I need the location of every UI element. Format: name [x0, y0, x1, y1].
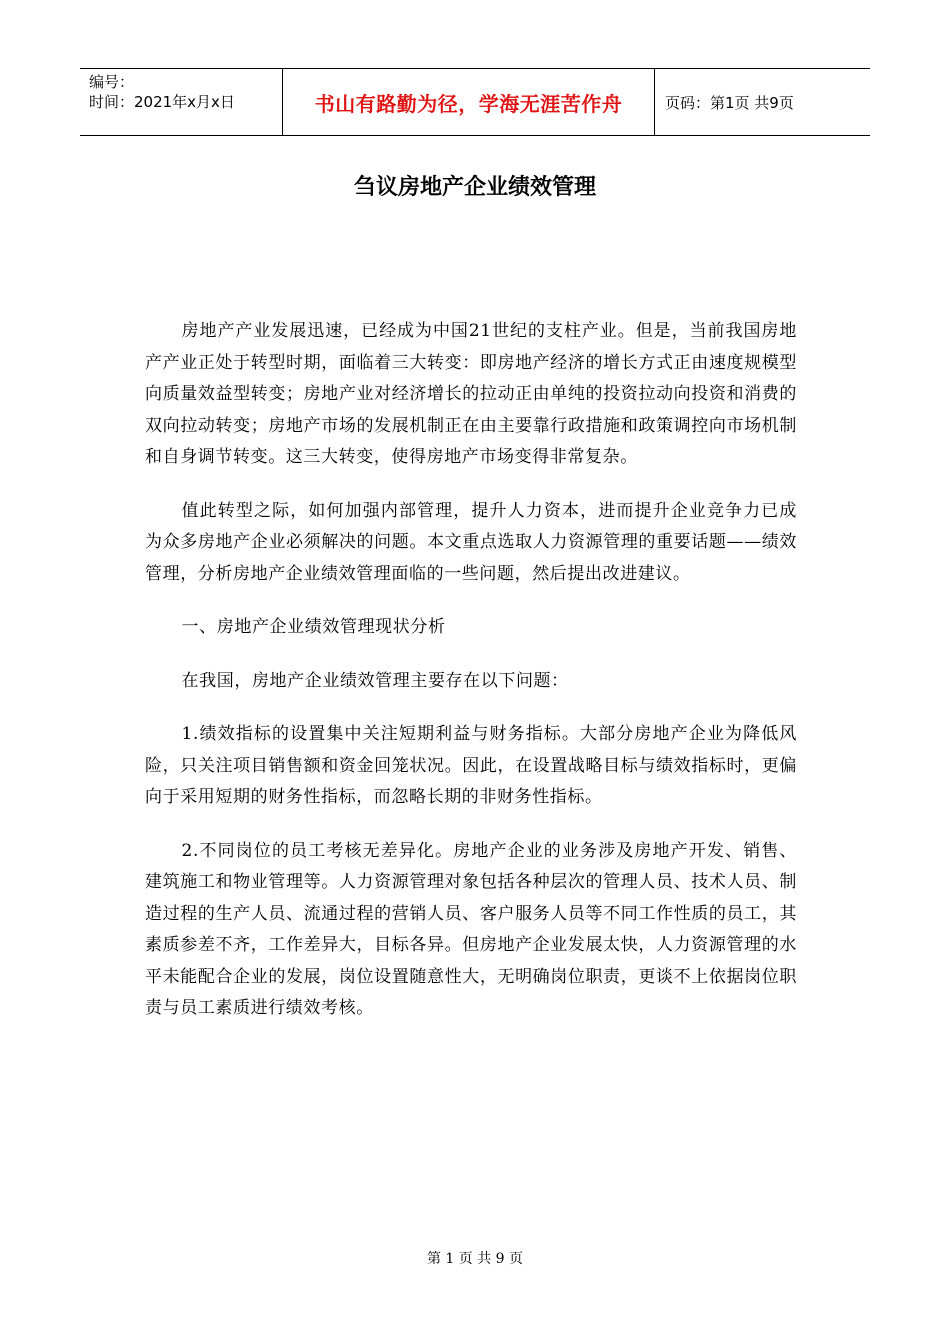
- document-title: 刍议房地产企业绩效管理: [353, 175, 596, 200]
- header-meta-cell: [80, 69, 282, 135]
- paragraph: 在我国，房地产企业绩效管理主要存在以下问题：: [181, 670, 569, 691]
- paragraph: 值此转型之际，如何加强内部管理，提升人力资本，进而提升企业竞争力已成为众多房地产企业必须解决的问题。本文重点选取人力资源管理的重要话题——绩效管理，分析房地产企业绩效管理面临的一些问题，然后提出改进建议。: [145, 500, 797, 584]
- page-footer: 第 1 页 共 9 页: [426, 1251, 524, 1267]
- header-page-info: 页码：第1页 共9页: [665, 93, 794, 112]
- paragraph: 2.不同岗位的员工考核无差异化。房地产企业的业务涉及房地产开发、销售、建筑施工和物业管理等。人力资源管理对象包括各种层次的管理人员、技术人员、制造过程的生产人员、流通过程的营销人员、客户服务人员等不同工作性质的员工，其素质参差不齐，工作差异大，目标各异。但房地产企业发展太快，人力资源管理的水平未能配合企业的发展，岗位设置随意性大，无明确岗位职责，更谈不上依据岗位职责与员工素质进行绩效考核。: [145, 840, 797, 1018]
- paragraph: 1.绩效指标的设置集中关注短期利益与财务指标。大部分房地产企业为降低风险，只关注项目销售额和资金回笼状况。因此，在设置战略目标与绩效指标时，更偏向于采用短期的财务性指标，而忽略长期的非财务性指标。: [145, 724, 797, 807]
- document-number-label: 编号：: [89, 73, 135, 91]
- header-table: [80, 68, 870, 136]
- document-body: [145, 316, 797, 1047]
- section-heading: 一、房地产企业绩效管理现状分析: [181, 617, 446, 637]
- header-motto: 书山有路勤为径，学海无涯苦作舟: [282, 69, 655, 135]
- document-time-label: 时间：2021年x月x日: [89, 93, 235, 111]
- paragraph: 房地产产业发展迅速，已经成为中国21世纪的支柱产业。但是，当前我国房地产产业正处于转型时期，面临着三大转变：即房地产经济的增长方式正由速度规模型向质量效益型转变；房地产业对经济增长的拉动正由单纯的投资拉动向投资和消费的双向拉动转变；房地产市场的发展机制正在由主要靠行政措施和政策调控向市场机制和自身调节转变。这三大转变，使得房地产市场变得非常复杂。: [145, 321, 797, 467]
